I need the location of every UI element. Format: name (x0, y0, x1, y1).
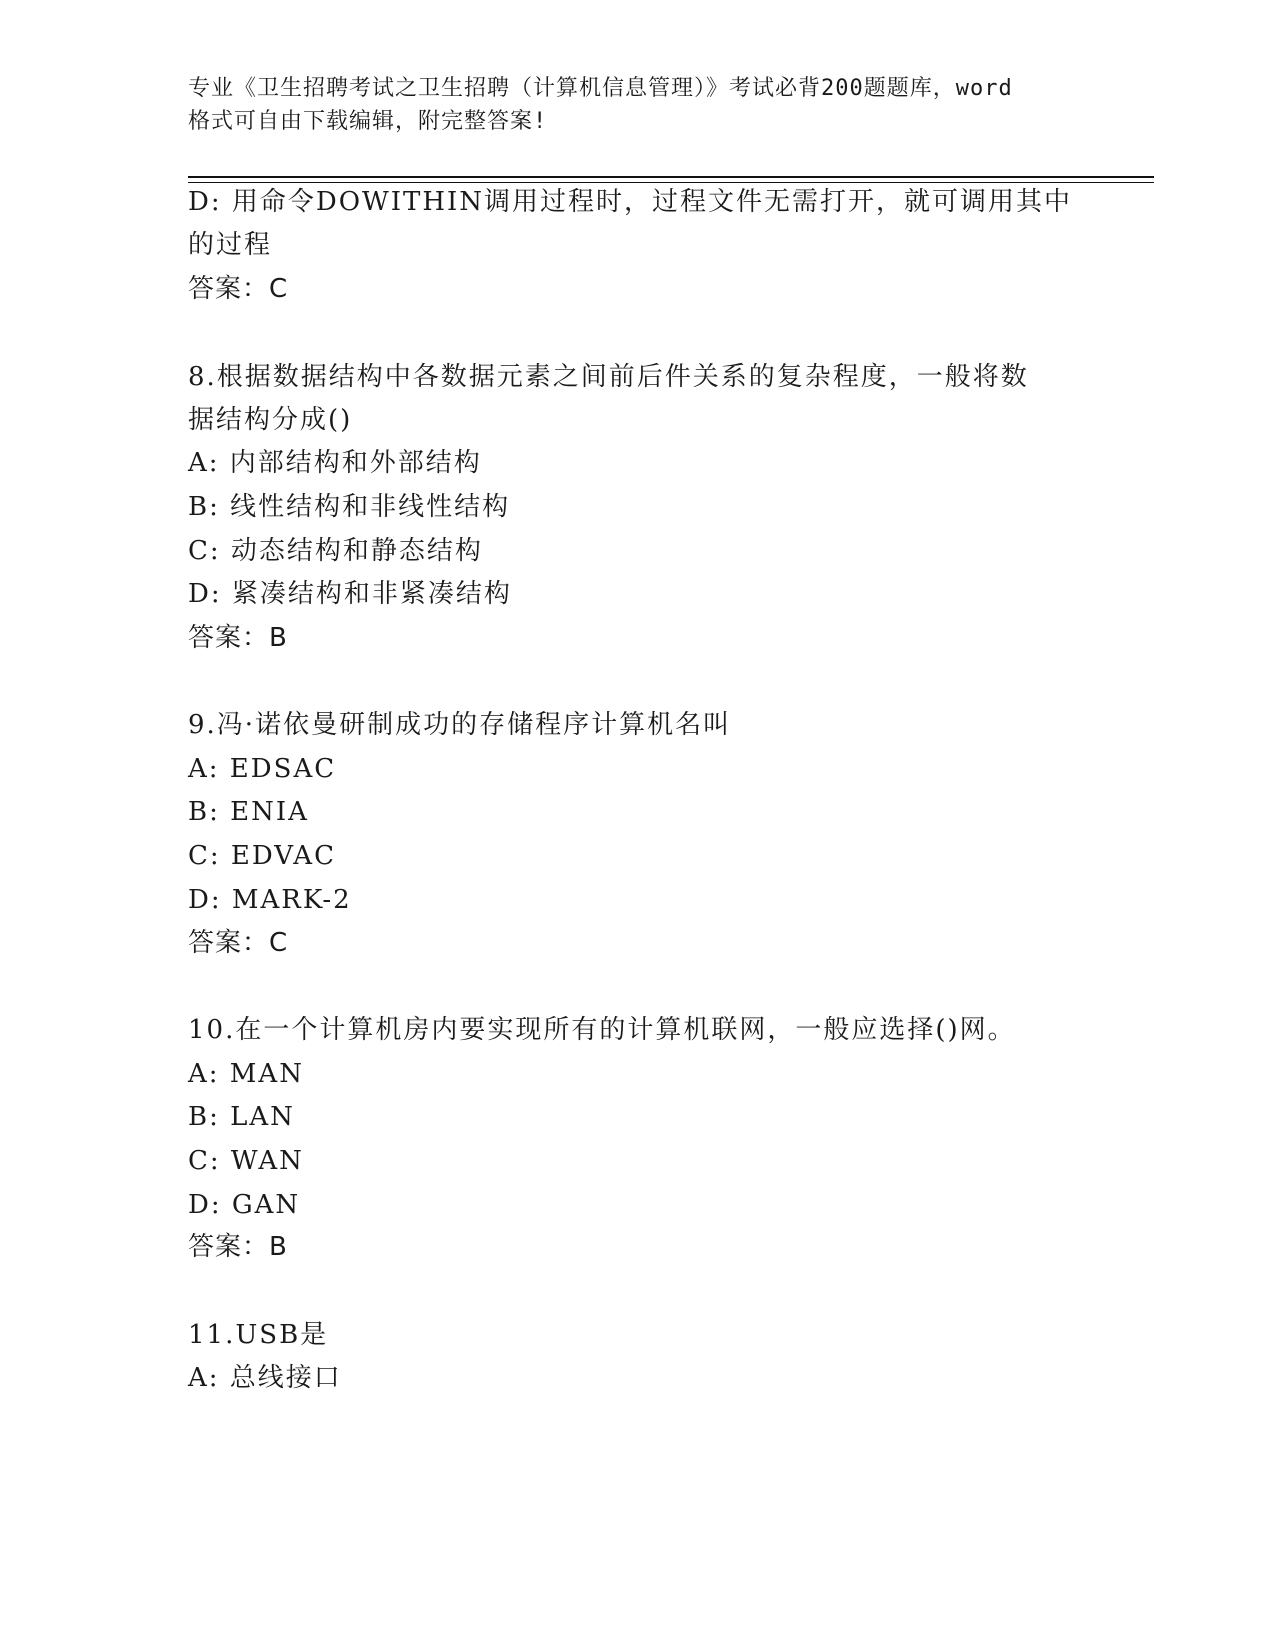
q9-option-d: D: MARK-2 (188, 885, 352, 915)
q10-option-b: B: LAN (188, 1102, 295, 1132)
q8-option-d: D: 紧凑结构和非紧凑结构 (188, 579, 512, 609)
q10-stem: 10.在一个计算机房内要实现所有的计算机联网，一般应选择()网。 (188, 1015, 1016, 1045)
q9-stem: 9.冯·诺依曼研制成功的存储程序计算机名叫 (188, 710, 732, 740)
q10-option-c: C: WAN (188, 1146, 304, 1176)
q8-option-c: C: 动态结构和静态结构 (188, 536, 483, 566)
q7-option-d-line-2: 的过程 (188, 230, 273, 260)
q8-stem-line-1: 8.根据数据结构中各数据元素之间前后件关系的复杂程度，一般将数 (188, 362, 1029, 392)
q10-option-d: D: GAN (188, 1190, 301, 1220)
q9-option-a: A: EDSAC (188, 754, 337, 784)
q9-answer: 答案：C (188, 928, 289, 958)
q9-option-b: B: ENIA (188, 797, 309, 827)
q10-answer: 答案：B (188, 1232, 288, 1262)
q8-option-a: A: 内部结构和外部结构 (188, 448, 482, 478)
q11-stem: 11.USB是 (188, 1320, 329, 1350)
q10-option-a: A: MAN (188, 1059, 304, 1089)
q7-option-d-line-1: D: 用命令DOWITHIN调用过程时，过程文件无需打开，就可调用其中 (188, 187, 1073, 217)
header-divider-thick (188, 176, 1154, 178)
q8-answer: 答案：B (188, 623, 288, 653)
q8-option-b: B: 线性结构和非线性结构 (188, 492, 511, 522)
q9-option-c: C: EDVAC (188, 841, 336, 871)
q7-answer: 答案：C (188, 274, 289, 304)
q11-option-a: A: 总线接口 (188, 1363, 342, 1393)
header-line-1: 专业《卫生招聘考试之卫生招聘（计算机信息管理）》考试必背200题题库，word (188, 76, 1013, 101)
header-line-2: 格式可自由下载编辑，附完整答案! (188, 109, 548, 134)
q8-stem-line-2: 据结构分成() (188, 405, 353, 435)
document-header (188, 72, 1088, 138)
header-divider-thin (188, 182, 1154, 183)
